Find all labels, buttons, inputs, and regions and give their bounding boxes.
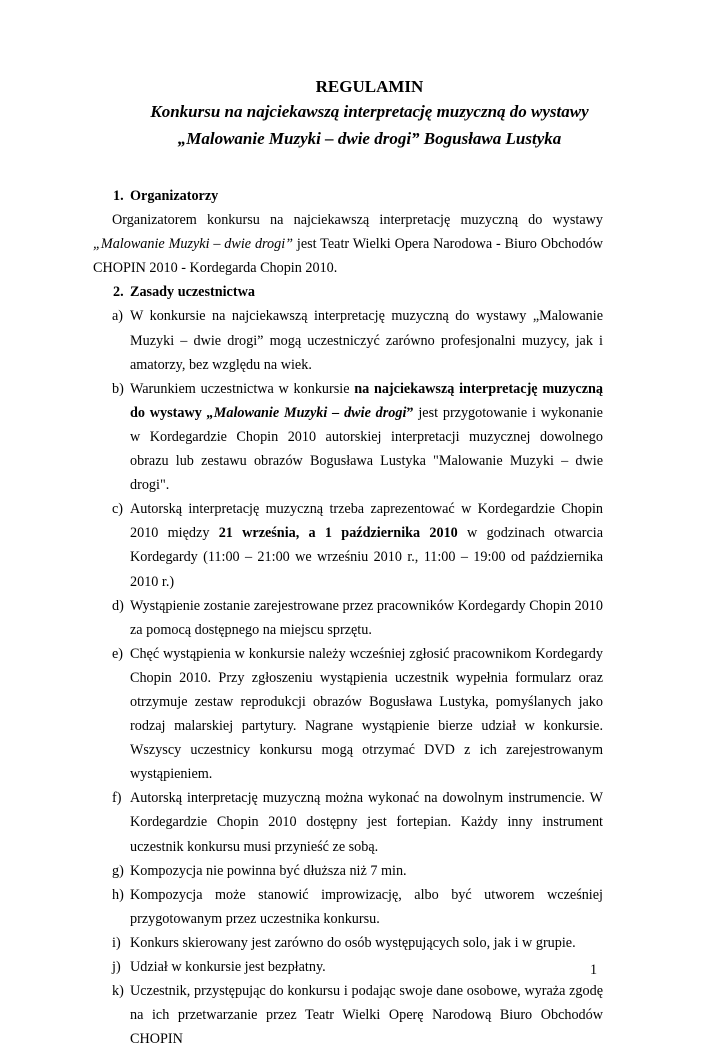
list-item-text: Kompozycja może stanowić improwizację, albo być utworem wcześniej przygotowanym przez uczestnika konkursu. xyxy=(130,886,603,927)
section-paragraph xyxy=(93,208,603,280)
exhibition-name: „Malowanie Muzyki – dwie drogi” xyxy=(93,236,294,253)
bold-text: ” xyxy=(406,404,414,421)
list-item-marker: h) xyxy=(112,886,124,903)
list-item-marker: i) xyxy=(112,934,121,951)
list-item-marker: c) xyxy=(112,501,124,518)
section-number: 1. xyxy=(113,188,124,204)
list-item-h xyxy=(93,883,603,931)
bold-text xyxy=(207,405,407,421)
list-item-text: Chęć wystąpienia w konkursie należy wcześniej zgłosić pracownikom Kordegardy Chopin 2010. Przy zgłoszeniu wystąpienia uczestnik wypełnia formularz oraz otrzymuje zestaw reprodukcji obrazów Bogusława Lustyka, pomyślanych jako rodzaj malarskiej partytury. Nagrane wystąpienie bierze udział w konkursie. Wszyscy uczestnicy konkursu mogą otrzymać DVD z ich zarejestrowanym wystąpieniem. xyxy=(130,645,603,783)
exhibition-name: „Malowanie Muzyki – dwie drogi xyxy=(206,404,407,421)
list-item-e xyxy=(93,642,603,787)
list-item-text: Wystąpienie zostanie zarejestrowane przez pracowników Kordegardy Chopin 2010 za pomocą dostępnego na miejscu sprzętu. xyxy=(130,597,603,638)
list-item-text: Konkurs skierowany jest zarówno do osób występujących solo, jak i w grupie. xyxy=(130,934,576,951)
list-item-text xyxy=(130,497,603,593)
text-run: Warunkiem uczestnictwa w konkursie xyxy=(130,380,355,397)
list-item-marker: d) xyxy=(112,597,124,614)
document-subtitle-line1: Konkursu na najciekawszą interpretację muzyczną do wystawy xyxy=(150,102,589,121)
list-item-text: W konkursie na najciekawszą interpretację muzyczną do wystawy „Malowanie Muzyki – dwie drogi” mogą uczestniczyć zarówno profesjonalni muzycy, jak i amatorzy, bez względu na wiek. xyxy=(130,308,603,373)
list-item-marker: e) xyxy=(112,645,124,662)
text-run: w godzinach otwarcia Kordegardy (11:00 – 21:00 we wrześniu 2010 r., 11:00 – 19:00 od października 2010 r.) xyxy=(130,525,603,590)
document-title: REGULAMIN xyxy=(315,77,424,96)
list-item-marker: k) xyxy=(112,983,124,1000)
list-item-b xyxy=(93,377,603,497)
title-block xyxy=(0,76,725,152)
list-item-k xyxy=(93,979,603,1051)
document-body xyxy=(93,184,603,1051)
list-item-f xyxy=(93,786,603,858)
document-subtitle-line2: „Malowanie Muzyki – dwie drogi” Bogusława Lustyka xyxy=(177,129,562,148)
paragraph-text: jest Teatr Wielki Opera Narodowa - Biuro Obchodów CHOPIN 2010 - Kordegarda Chopin 2010. xyxy=(93,236,603,277)
list-item-text: Uczestnik, przystępując do konkursu i podając swoje dane osobowe, wyraża zgodę na ich przetwarzanie przez Teatr Wielki Operę Narodową Biuro Obchodów CHOPIN xyxy=(130,983,603,1048)
list-item-marker: g) xyxy=(112,862,124,879)
list-item-text: Autorską interpretację muzyczną można wykonać na dowolnym instrumencie. W Kordegardzie Chopin 2010 dostępny jest fortepian. Każdy inny instrument uczestnik konkursu musi przynieść ze sobą. xyxy=(130,790,603,855)
section-heading-organizers xyxy=(93,184,603,208)
bold-dates: 21 września, a 1 października 2010 xyxy=(218,525,458,542)
list-item-d xyxy=(93,594,603,642)
paragraph-text: Organizatorem konkursu na najciekawszą interpretację muzyczną do wystawy xyxy=(112,212,603,229)
section-number: 2. xyxy=(113,284,124,301)
list-item-g xyxy=(93,859,603,883)
page-number: 1 xyxy=(590,962,598,978)
list-item-text: Udział w konkursie jest bezpłatny. xyxy=(130,959,326,975)
section-title: Organizatorzy xyxy=(130,188,219,204)
text-run: Autorską interpretację muzyczną trzeba zaprezentować w Kordegardzie Chopin 2010 między xyxy=(130,501,603,542)
list-item-j xyxy=(93,955,603,979)
list-item-i xyxy=(93,931,603,955)
list-item-c xyxy=(93,497,603,593)
list-item-marker: a) xyxy=(112,308,124,325)
list-item-marker: j) xyxy=(112,959,121,975)
list-item-marker: b) xyxy=(112,380,124,397)
bold-text: na najciekawszą interpretację muzyczną do wystawy xyxy=(130,380,603,421)
list-item-text xyxy=(130,377,603,497)
section-heading-rules xyxy=(93,280,603,304)
list-item-a xyxy=(93,304,603,376)
list-item-text: Kompozycja nie powinna być dłuższa niż 7 min. xyxy=(130,862,407,879)
text-run: jest przygotowanie i wykonanie w Kordegardzie Chopin 2010 autorskiej interpretacji muzycznej dowolnego obrazu lub zestawu obrazów Bogusława Lustyka "Malowanie Muzyki – dwie drogi". xyxy=(130,404,603,494)
section-title: Zasady uczestnictwa xyxy=(130,284,255,301)
list-item-marker: f) xyxy=(112,790,122,807)
